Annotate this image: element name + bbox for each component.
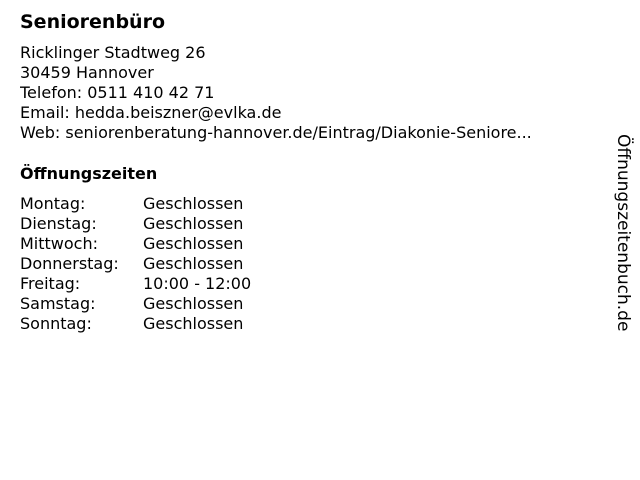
hours-value: Geschlossen — [143, 314, 244, 333]
day-label: Samstag: — [20, 294, 96, 313]
street-address: Ricklinger Stadtweg 26 — [20, 43, 206, 62]
hours-title: Öffnungszeiten — [20, 164, 158, 183]
day-label: Dienstag: — [20, 214, 97, 233]
day-label: Sonntag: — [20, 314, 92, 333]
hours-row-thursday — [20, 254, 251, 274]
hours-value: Geschlossen — [143, 254, 244, 273]
hours-row-sunday — [20, 314, 251, 334]
watermark-text: Öffnungszeitenbuch.de — [613, 134, 633, 332]
hours-value: Geschlossen — [143, 294, 244, 313]
hours-value: Geschlossen — [143, 234, 244, 253]
day-label: Freitag: — [20, 274, 81, 293]
day-label: Mittwoch: — [20, 234, 98, 253]
web-label: Web: — [20, 123, 66, 142]
web-line — [20, 123, 590, 143]
hours-row-monday — [20, 194, 251, 214]
phone-number: Telefon: 0511 410 42 71 — [20, 83, 215, 102]
email-link[interactable]: hedda.beiszner@evlka.de — [74, 103, 282, 122]
hours-value: Geschlossen — [143, 194, 244, 213]
day-label: Donnerstag: — [20, 254, 119, 273]
email-label: Email: — [20, 103, 75, 122]
contact-block — [20, 43, 590, 143]
hours-value: 10:00 - 12:00 — [143, 274, 252, 293]
hours-row-tuesday — [20, 214, 251, 234]
web-link[interactable]: seniorenberatung-hannover.de/Eintrag/Diakonie-Seniore... — [65, 123, 532, 142]
postal-city: 30459 Hannover — [20, 63, 154, 82]
hours-row-friday — [20, 274, 251, 294]
day-label: Montag: — [20, 194, 86, 213]
email-line — [20, 103, 590, 123]
hours-value: Geschlossen — [143, 214, 244, 233]
hours-row-saturday — [20, 294, 251, 314]
hours-table — [20, 194, 251, 334]
hours-row-wednesday — [20, 234, 251, 254]
page-title: Seniorenbüro — [20, 11, 165, 33]
